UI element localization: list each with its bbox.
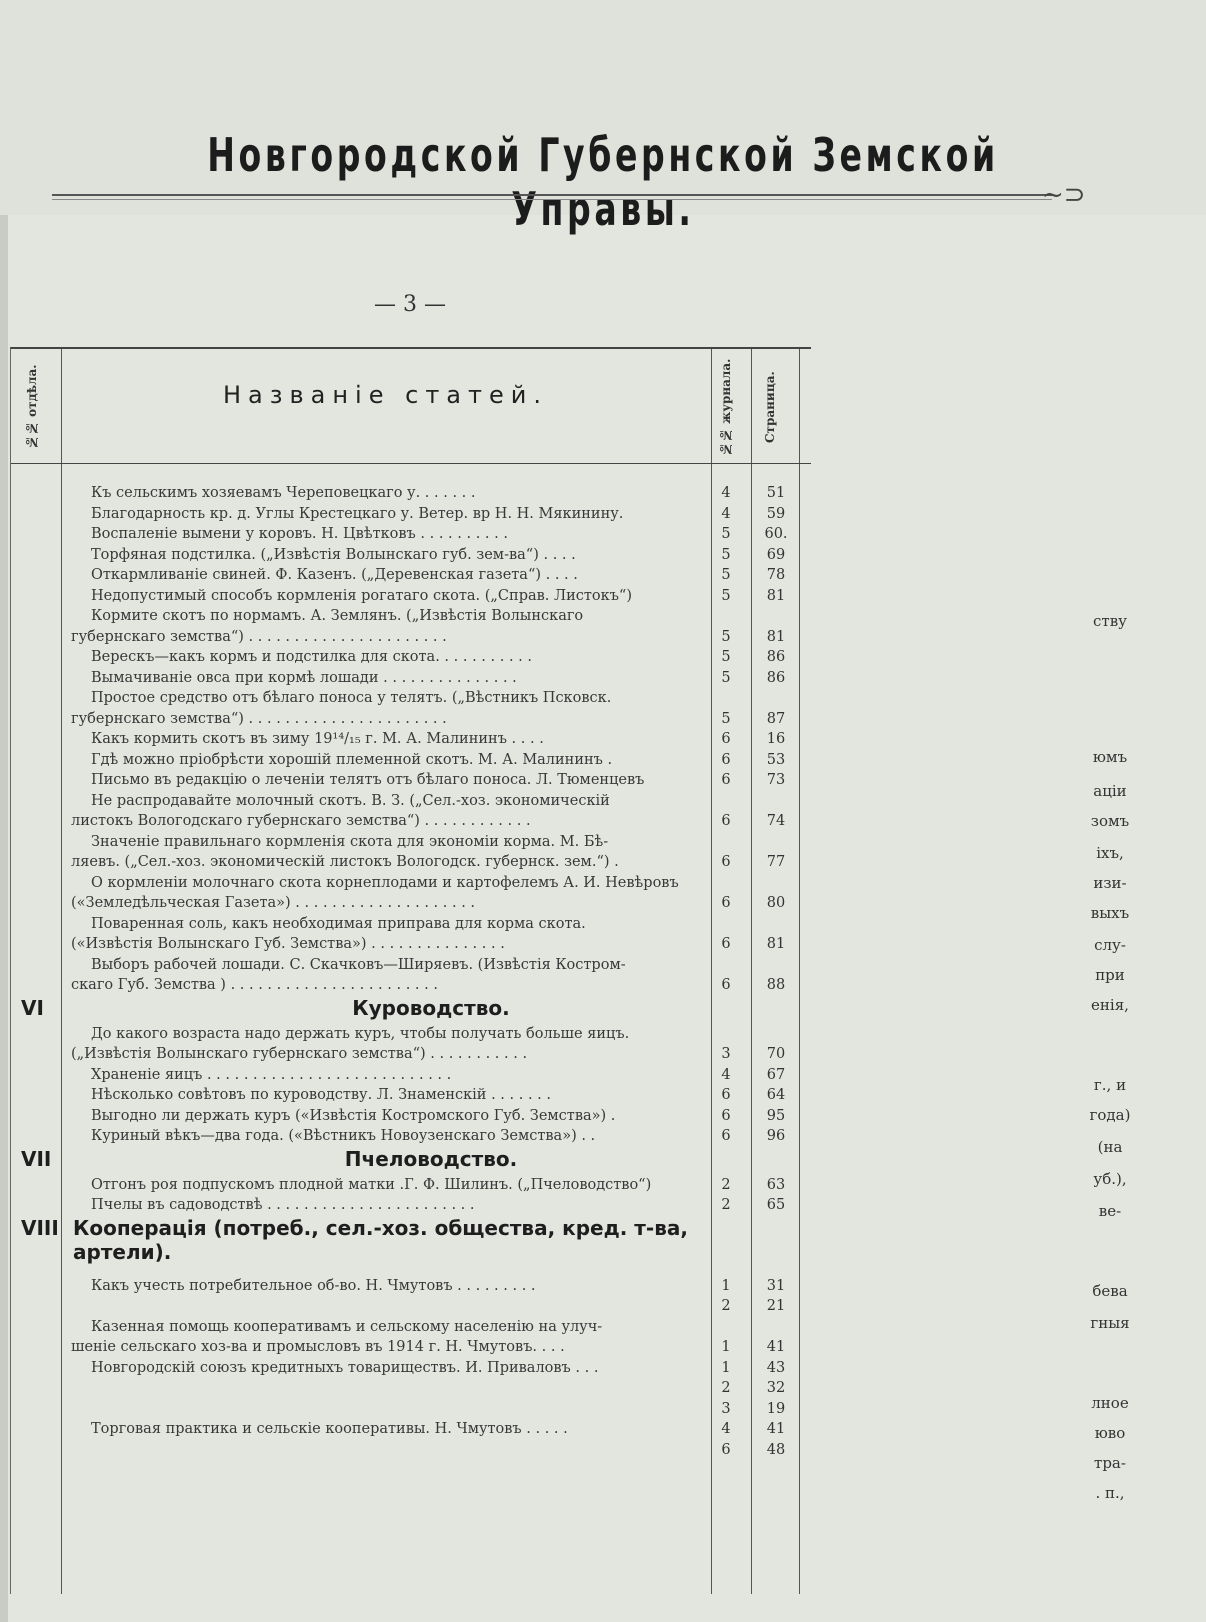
section-roman-numeral: VIII xyxy=(21,1215,59,1240)
article-title: Гдѣ можно пріобрѣсти хорошій племенной скотъ. М. А. Малининъ . xyxy=(91,751,613,768)
adjacent-page-text: изи- xyxy=(1093,874,1127,892)
article-title: Отгонъ роя подпускомъ плодной матки .Г. Ф. Шилинъ. („Пчеловодство“) xyxy=(91,1176,652,1193)
section-roman-numeral: VII xyxy=(21,1146,52,1171)
article-title: Нѣсколько совѣтовъ по куроводству. Л. Знаменскій . . . . . . . xyxy=(91,1087,551,1103)
page-ref: 78 xyxy=(766,567,786,583)
table-row xyxy=(11,1438,811,1462)
adjacent-page-text: (на xyxy=(1097,1138,1123,1156)
journal-number: 6 xyxy=(721,854,731,870)
page-ref: 96 xyxy=(766,1128,786,1144)
journal-number: 5 xyxy=(721,567,731,583)
journal-number: 4 xyxy=(721,1421,731,1437)
header-section-number: №№ отдѣла. xyxy=(25,364,39,450)
article-title: Какъ кормить скотъ въ зиму 19¹⁴/₁₅ г. М. А. Малининъ . . . . xyxy=(91,731,544,747)
journal-number: 4 xyxy=(721,485,731,501)
article-title: Вымачиваніе овса при кормѣ лошади . . . . . . . . . . . . . . . xyxy=(91,669,517,686)
page-ref: 69 xyxy=(766,546,786,563)
page-ref: 19 xyxy=(766,1400,786,1417)
page-ref: 81 xyxy=(766,628,786,645)
section-heading: Куроводство. xyxy=(352,995,510,1020)
article-title: губернскаго земства“) . . . . . . . . . . . . . . . . . . . . . . xyxy=(71,628,447,645)
adjacent-page-text: іхъ, xyxy=(1096,844,1124,862)
article-title: Письмо въ редакцію о леченіи телятъ отъ бѣлаго поноса. Л. Тюменцевъ xyxy=(91,772,645,788)
journal-number: 6 xyxy=(721,895,731,911)
article-title: скаго Губ. Земства ) . . . . . . . . . . . . . . . . . . . . . . . xyxy=(71,977,438,993)
adjacent-page-text: выхъ xyxy=(1090,904,1130,922)
page-ref: 63 xyxy=(766,1176,786,1193)
article-title: Поваренная соль, какъ необходимая приправа для корма скота. xyxy=(91,915,586,932)
article-title: Значеніе правильнаго кормленія скота для экономіи корма. М. Бѣ- xyxy=(91,833,609,850)
article-title: Недопустимый способъ кормленія рогатаго скота. („Справ. Листокъ“) xyxy=(91,587,632,604)
article-title: Какъ учесть потребительное об-во. Н. Чмутовъ . . . . . . . . . xyxy=(91,1277,536,1294)
page-ref: 87 xyxy=(766,710,786,727)
article-title: Откармливаніе свиней. Ф. Казенъ. („Деревенская газета“) . . . . xyxy=(91,567,578,583)
adjacent-page-fragment xyxy=(1045,0,1205,1622)
adjacent-page-text: уб.), xyxy=(1093,1170,1127,1188)
article-title: Торфяная подстилка. („Извѣстія Волынскаго губ. зем-ва“) . . . . xyxy=(91,546,576,563)
article-title: губернскаго земства“) . . . . . . . . . . . . . . . . . . . . . . xyxy=(71,710,447,727)
page-ref: 60. xyxy=(764,526,788,542)
page-ref: 21 xyxy=(766,1298,786,1314)
adjacent-page-text: гныя xyxy=(1090,1314,1130,1332)
journal-number: 6 xyxy=(721,1441,731,1458)
page-ref: 32 xyxy=(766,1380,786,1396)
journal-number: 6 xyxy=(721,751,731,768)
adjacent-page-text: . п., xyxy=(1095,1484,1125,1502)
article-title: («Извѣстія Волынскаго Губ. Земства») . . . . . . . . . . . . . . . xyxy=(71,936,505,952)
journal-number: 1 xyxy=(721,1359,731,1376)
journal-number: 4 xyxy=(721,505,731,522)
journal-title: Новгородской Губернской Земской Управы. xyxy=(207,128,999,236)
journal-number: 4 xyxy=(721,1066,731,1083)
journal-number: 6 xyxy=(721,772,731,788)
page-ref: 70 xyxy=(766,1046,786,1062)
journal-number: 6 xyxy=(721,936,731,952)
section-heading-row xyxy=(11,1215,811,1264)
table-row xyxy=(11,1124,811,1148)
journal-number: 6 xyxy=(721,1087,731,1103)
adjacent-page-text: слу- xyxy=(1094,936,1126,954)
table-row xyxy=(11,1193,811,1217)
journal-number: 1 xyxy=(721,1339,731,1355)
article-title: листокъ Вологодскаго губернскаго земства“) . . . . . . . . . . . . xyxy=(71,813,531,829)
page-ref: 48 xyxy=(766,1441,786,1458)
page-ref: 64 xyxy=(766,1087,786,1103)
page-ref: 51 xyxy=(766,485,786,501)
journal-number: 6 xyxy=(721,977,731,993)
page-ref: 59 xyxy=(766,505,786,522)
adjacent-page-text: аціи xyxy=(1093,782,1127,800)
journal-number: 5 xyxy=(721,710,731,727)
title-rule-thin xyxy=(52,199,1052,200)
header-titles: Названіе статей. xyxy=(223,381,548,409)
article-title: Не распродавайте молочный скотъ. В. З. („Сел.-хоз. экономическій xyxy=(91,792,610,809)
page-ref: 41 xyxy=(766,1339,786,1355)
adjacent-page-text: тра- xyxy=(1094,1454,1126,1472)
journal-number: 2 xyxy=(721,1298,731,1314)
page-ref: 67 xyxy=(766,1066,786,1083)
page-ref: 74 xyxy=(766,813,786,829)
article-title: («Земледѣльческая Газета») . . . . . . . . . . . . . . . . . . . . xyxy=(71,895,476,911)
section-roman-numeral: VI xyxy=(21,995,44,1020)
page-ref: 41 xyxy=(766,1421,786,1437)
header-rule xyxy=(11,463,811,464)
article-title: Кормите скотъ по нормамъ. А. Землянъ. („Извѣстія Волынскаго xyxy=(91,608,584,624)
page-ref: 31 xyxy=(766,1277,786,1294)
journal-number: 5 xyxy=(721,649,731,665)
page-number: — 3 — xyxy=(374,292,446,317)
header-page: Страница. xyxy=(763,371,777,443)
journal-number: 3 xyxy=(721,1046,731,1062)
adjacent-page-text: при xyxy=(1095,966,1125,984)
page-ref: 86 xyxy=(766,649,786,665)
adjacent-page-text: юво xyxy=(1094,1424,1126,1442)
page-ref: 16 xyxy=(766,731,786,747)
page-ref: 81 xyxy=(766,936,786,952)
adjacent-page-text: зомъ xyxy=(1090,812,1130,830)
article-title: Выборъ рабочей лошади. С. Скачковъ—Ширяевъ. (Извѣстія Костром- xyxy=(91,956,626,973)
article-title: Новгородскій союзъ кредитныхъ товариществъ. И. Приваловъ . . . xyxy=(91,1359,599,1376)
article-title: ляевъ. („Сел.-хоз. экономическій листокъ Вологодск. губернск. зем.“) . xyxy=(71,854,619,870)
article-title: О кормленіи молочнаго скота корнеплодами и картофелемъ А. И. Невѣровъ xyxy=(91,874,679,891)
article-title: Куриный вѣкъ—два года. («Вѣстникъ Новоузенскаго Земства») . . xyxy=(91,1128,596,1144)
article-title: („Извѣстія Волынскаго губернскаго земства“) . . . . . . . . . . . xyxy=(71,1046,528,1062)
page-ref: 80 xyxy=(766,895,786,911)
article-title: Къ сельскимъ хозяевамъ Череповецкаго у. . . . . . . xyxy=(91,485,476,501)
page-edge xyxy=(0,215,8,1622)
journal-number: 1 xyxy=(721,1277,731,1294)
journal-number: 6 xyxy=(721,1128,731,1144)
adjacent-page-text: юмъ xyxy=(1092,748,1128,766)
rule-ornament-icon: ~⊃ xyxy=(1042,180,1086,210)
article-title: Простое средство отъ бѣлаго поноса у телятъ. („Вѣстникъ Псковск. xyxy=(91,690,612,706)
adjacent-page-text: енія, xyxy=(1091,996,1129,1014)
article-title: шеніе сельскаго хоз-ва и промысловъ въ 1914 г. Н. Чмутовъ. . . . xyxy=(71,1339,565,1355)
journal-number: 5 xyxy=(721,546,731,563)
header-journal-number: №№ журнала. xyxy=(719,358,733,456)
page-ref: 53 xyxy=(766,751,786,768)
page-ref: 73 xyxy=(766,772,786,788)
masthead xyxy=(0,0,1206,236)
journal-number: 5 xyxy=(721,526,731,542)
journal-number: 5 xyxy=(721,587,731,604)
article-title: Храненіе яицъ . . . . . . . . . . . . . . . . . . . . . . . . . . . xyxy=(91,1066,452,1083)
contents-table xyxy=(10,347,811,1594)
journal-number: 6 xyxy=(721,813,731,829)
page-ref: 88 xyxy=(766,977,786,993)
page-ref: 43 xyxy=(766,1359,786,1376)
journal-number: 2 xyxy=(721,1380,731,1396)
article-title: Казенная помощь кооперативамъ и сельскому населенію на улуч- xyxy=(91,1318,603,1335)
article-title: Торговая практика и сельскіе кооперативы. Н. Чмутовъ . . . . . xyxy=(91,1421,568,1437)
page-ref: 95 xyxy=(766,1107,786,1124)
adjacent-page-text: ве- xyxy=(1098,1202,1122,1220)
article-title: Выгодно ли держать куръ («Извѣстія Костромского Губ. Земства») . xyxy=(91,1107,616,1124)
table-row xyxy=(11,973,811,997)
title-rule xyxy=(52,194,1052,196)
section-heading: Кооперація (потреб., сел.-хоз. общества, кред. т-ва, артели). xyxy=(73,1215,688,1264)
article-title: До какого возраста надо держать куръ, чтобы получать больше яицъ. xyxy=(91,1025,630,1042)
page-ref: 65 xyxy=(766,1197,786,1213)
adjacent-page-text: лное xyxy=(1091,1394,1129,1412)
adjacent-page-text: ству xyxy=(1093,612,1127,630)
article-title: Верескъ—какъ кормъ и подстилка для скота. . . . . . . . . . . xyxy=(91,649,532,665)
page-ref: 77 xyxy=(766,854,786,870)
journal-number: 3 xyxy=(721,1400,731,1417)
article-title: Воспаленіе вымени у коровъ. Н. Цвѣтковъ . . . . . . . . . . xyxy=(91,526,508,542)
adjacent-page-text: года) xyxy=(1089,1106,1131,1124)
article-title: Пчелы въ садоводствѣ . . . . . . . . . . . . . . . . . . . . . . . xyxy=(91,1197,475,1213)
journal-number: 2 xyxy=(721,1176,731,1193)
journal-number: 5 xyxy=(721,669,731,686)
page-ref: 86 xyxy=(766,669,786,686)
adjacent-page-text: г., и xyxy=(1093,1076,1127,1094)
journal-number: 5 xyxy=(721,628,731,645)
journal-number: 6 xyxy=(721,1107,731,1124)
section-heading: Пчеловодство. xyxy=(344,1146,518,1171)
journal-number: 6 xyxy=(721,731,731,747)
article-title: Благодарность кр. д. Углы Крестецкаго у. Ветер. вр Н. Н. Мякинину. xyxy=(91,505,624,522)
adjacent-page-text: бева xyxy=(1092,1282,1128,1300)
journal-number: 2 xyxy=(721,1197,731,1213)
page-ref: 81 xyxy=(766,587,786,604)
